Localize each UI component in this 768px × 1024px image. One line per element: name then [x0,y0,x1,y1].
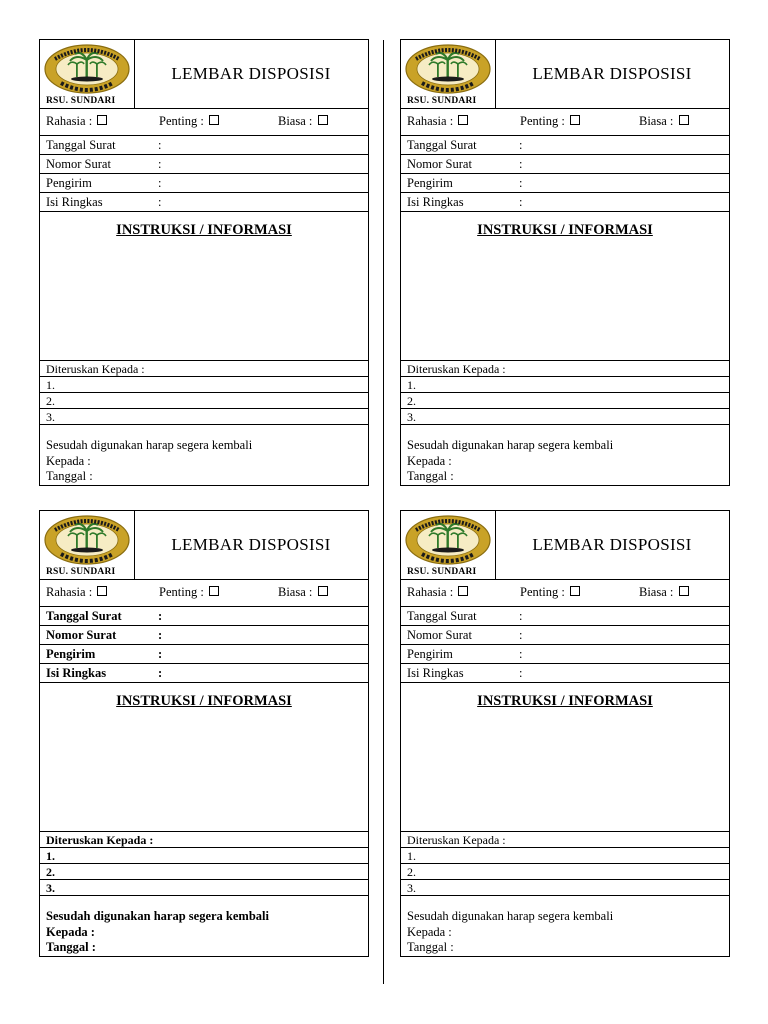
field-colon: : [158,176,162,190]
priority-penting [159,585,219,600]
field-label-nomor-surat: Nomor Surat [46,628,117,642]
priority-rahasia [46,585,107,600]
forward-item-1[interactable] [40,377,368,393]
field-label-tanggal-surat: Tanggal Surat [46,138,116,152]
disposition-card-1 [39,39,369,486]
forward-item-number: 1. [407,849,416,863]
return-note [407,438,613,485]
card-header [40,40,368,109]
return-note-line: Sesudah digunakan harap segera kembali [46,909,269,923]
checkbox-penting[interactable] [209,586,219,596]
field-colon: : [519,157,523,171]
priority-biasa [639,114,689,129]
field-label-pengirim: Pengirim [46,176,92,190]
forward-item-3[interactable] [401,409,729,425]
field-label-isi-ringkas: Isi Ringkas [46,666,107,680]
field-row-pengirim[interactable] [401,174,729,193]
instruction-area[interactable] [401,683,729,832]
priority-penting [520,114,580,129]
forward-label: Diteruskan Kepada : [46,833,154,847]
priority-rahasia [407,114,468,129]
field-label-pengirim: Pengirim [407,176,453,190]
forward-item-number: 2. [407,865,416,879]
hospital-logo-icon [404,43,492,95]
logo-box [401,40,496,108]
field-colon: : [519,609,523,623]
return-tanggal: Tanggal : [407,940,454,954]
forward-item-3[interactable] [401,880,729,896]
field-row-pengirim[interactable] [40,645,368,664]
forward-item-3[interactable] [40,409,368,425]
forward-label: Diteruskan Kepada : [407,833,506,847]
priority-row [40,579,368,607]
forward-item-2[interactable] [401,864,729,880]
field-label-pengirim: Pengirim [407,647,453,661]
checkbox-biasa[interactable] [679,586,689,596]
field-colon: : [158,138,162,152]
forward-label: Diteruskan Kepada : [407,362,506,376]
field-colon: : [519,647,523,661]
checkbox-penting[interactable] [570,115,580,125]
field-label-nomor-surat: Nomor Surat [46,157,111,171]
hospital-logo-icon [404,514,492,566]
forward-item-number: 3. [46,881,55,895]
field-row-nomor-surat[interactable] [401,155,729,174]
checkbox-penting[interactable] [570,586,580,596]
field-row-isi-ringkas[interactable] [40,193,368,212]
forward-item-1[interactable] [401,848,729,864]
instruction-title: INSTRUKSI / INFORMASI [477,222,653,238]
card-header [40,511,368,580]
checkbox-biasa[interactable] [679,115,689,125]
field-colon: : [158,195,162,209]
priority-rahasia-label: Rahasia : [407,114,454,128]
field-row-tanggal-surat[interactable] [401,607,729,626]
instruction-area[interactable] [40,212,368,361]
logo-box [40,511,135,579]
forward-item-number: 1. [46,378,55,392]
hospital-logo-icon [43,43,131,95]
page-cut-divider [383,40,384,984]
field-row-nomor-surat[interactable] [401,626,729,645]
field-row-pengirim[interactable] [401,645,729,664]
checkbox-penting[interactable] [209,115,219,125]
forward-item-number: 2. [407,394,416,408]
priority-biasa [639,585,689,600]
form-title: LEMBAR DISPOSISI [171,535,331,554]
field-colon: : [519,138,523,152]
return-tanggal: Tanggal : [46,469,93,483]
priority-rahasia-label: Rahasia : [407,585,454,599]
field-colon: : [158,609,163,623]
forward-item-2[interactable] [401,393,729,409]
logo-box [401,511,496,579]
return-tanggal: Tanggal : [407,469,454,483]
priority-biasa-label: Biasa : [639,585,674,599]
checkbox-rahasia[interactable] [458,115,468,125]
field-label-tanggal-surat: Tanggal Surat [46,609,122,623]
logo-box [40,40,135,108]
priority-row [40,108,368,136]
forward-item-number: 3. [407,410,416,424]
field-colon: : [519,195,523,209]
hospital-name: RSU. SUNDARI [407,96,477,106]
field-row-nomor-surat[interactable] [40,155,368,174]
card-header [401,511,729,580]
forward-item-1[interactable] [40,848,368,864]
hospital-name: RSU. SUNDARI [46,567,116,577]
instruction-title: INSTRUKSI / INFORMASI [116,222,292,238]
priority-rahasia-label: Rahasia : [46,114,93,128]
field-label-nomor-surat: Nomor Surat [407,628,472,642]
priority-penting [159,114,219,129]
return-note-line: Sesudah digunakan harap segera kembali [407,909,614,923]
priority-penting-label: Penting : [520,585,565,599]
forward-item-number: 2. [46,865,55,879]
priority-rahasia [46,114,107,129]
field-colon: : [158,157,162,171]
return-note [46,438,252,485]
return-kepada: Kepada : [46,453,91,468]
forward-item-3[interactable] [40,880,368,896]
field-row-isi-ringkas[interactable] [40,664,368,683]
priority-penting-label: Penting : [159,585,204,599]
checkbox-rahasia[interactable] [458,586,468,596]
return-kepada: Kepada : [46,924,95,939]
form-title: LEMBAR DISPOSISI [532,64,692,83]
field-label-tanggal-surat: Tanggal Surat [407,609,477,623]
return-kepada: Kepada : [407,924,452,939]
field-row-tanggal-surat[interactable] [40,136,368,155]
priority-biasa [278,585,328,600]
forward-row [40,361,368,377]
forward-item-number: 3. [407,881,416,895]
forward-row [401,361,729,377]
form-title: LEMBAR DISPOSISI [532,535,692,554]
field-row-tanggal-surat[interactable] [40,607,368,626]
forward-item-number: 1. [46,849,55,863]
instruction-title: INSTRUKSI / INFORMASI [116,693,292,709]
priority-biasa [278,114,328,129]
instruction-area[interactable] [401,212,729,361]
card-header [401,40,729,109]
priority-rahasia [407,585,468,600]
forward-label: Diteruskan Kepada : [46,362,145,376]
field-row-tanggal-surat[interactable] [401,136,729,155]
forward-item-number: 1. [407,378,416,392]
forward-item-number: 3. [46,410,55,424]
field-label-pengirim: Pengirim [46,647,96,661]
return-note-line: Sesudah digunakan harap segera kembali [407,438,614,452]
field-colon: : [158,666,163,680]
priority-biasa-label: Biasa : [639,114,674,128]
field-label-isi-ringkas: Isi Ringkas [407,666,464,680]
return-note [407,909,613,956]
checkbox-biasa[interactable] [318,115,328,125]
field-label-nomor-surat: Nomor Surat [407,157,472,171]
priority-penting-label: Penting : [520,114,565,128]
priority-row [401,579,729,607]
forward-row [401,832,729,848]
forward-item-2[interactable] [40,864,368,880]
forward-item-2[interactable] [40,393,368,409]
disposition-card-2 [400,39,730,486]
forward-item-1[interactable] [401,377,729,393]
field-label-isi-ringkas: Isi Ringkas [46,195,103,209]
return-tanggal: Tanggal : [46,940,96,954]
return-note-line: Sesudah digunakan harap segera kembali [46,438,253,452]
field-colon: : [158,647,163,661]
return-note [46,909,269,956]
disposition-card-4 [400,510,730,957]
field-label-isi-ringkas: Isi Ringkas [407,195,464,209]
instruction-title: INSTRUKSI / INFORMASI [477,693,653,709]
priority-biasa-label: Biasa : [278,114,313,128]
priority-penting [520,585,580,600]
disposition-card-3 [39,510,369,957]
field-colon: : [519,628,523,642]
hospital-name: RSU. SUNDARI [46,96,116,106]
field-row-isi-ringkas[interactable] [401,193,729,212]
field-row-pengirim[interactable] [40,174,368,193]
field-label-tanggal-surat: Tanggal Surat [407,138,477,152]
field-row-isi-ringkas[interactable] [401,664,729,683]
field-colon: : [519,176,523,190]
instruction-area[interactable] [40,683,368,832]
forward-item-number: 2. [46,394,55,408]
form-title: LEMBAR DISPOSISI [171,64,331,83]
checkbox-rahasia[interactable] [97,586,107,596]
hospital-name: RSU. SUNDARI [407,567,477,577]
priority-row [401,108,729,136]
checkbox-rahasia[interactable] [97,115,107,125]
field-colon: : [158,628,163,642]
field-colon: : [519,666,523,680]
priority-rahasia-label: Rahasia : [46,585,93,599]
checkbox-biasa[interactable] [318,586,328,596]
field-row-nomor-surat[interactable] [40,626,368,645]
priority-penting-label: Penting : [159,114,204,128]
hospital-logo-icon [43,514,131,566]
priority-biasa-label: Biasa : [278,585,313,599]
forward-row [40,832,368,848]
return-kepada: Kepada : [407,453,452,468]
